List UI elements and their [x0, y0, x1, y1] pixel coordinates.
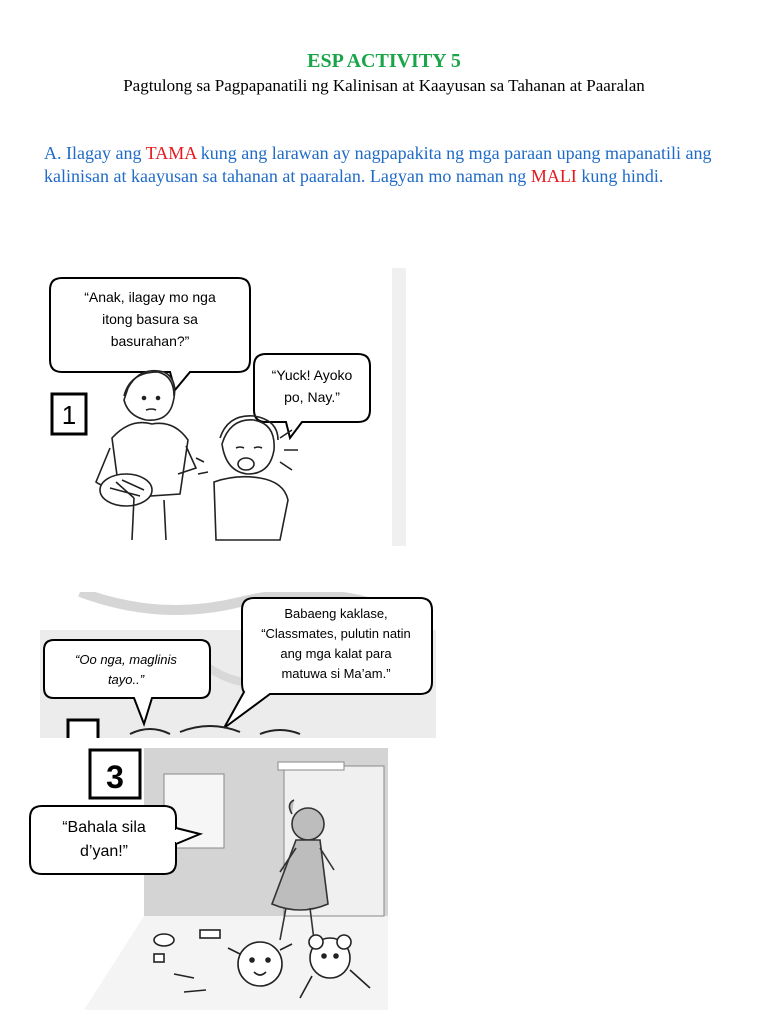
- instructions: [44, 142, 734, 188]
- bubble1-line3: basurahan?”: [110, 333, 190, 349]
- bubble1-line2: itong basura sa: [102, 311, 198, 327]
- svg-text:3: 3: [106, 759, 124, 795]
- panel-number-2: [68, 720, 98, 738]
- speech-bubble-girl: [30, 806, 200, 874]
- activity-title: ESP ACTIVITY 5: [307, 50, 461, 72]
- panel-number-1: [52, 394, 86, 434]
- panel-number-3: [90, 750, 140, 798]
- bubble3-line1: “Oo nga, maglinis: [75, 652, 177, 667]
- bubble4-line2: “Classmates, pulutin natin: [261, 626, 411, 641]
- bubble2-line2: po, Nay.”: [284, 389, 340, 405]
- comic-panel-1: [40, 268, 406, 546]
- bubble3-line2: tayo..”: [107, 672, 145, 687]
- instructions-part3: kung hindi.: [576, 166, 664, 186]
- tama-keyword: TAMA: [145, 143, 197, 163]
- bubble4-line3: ang mga kalat para: [280, 646, 392, 661]
- svg-text:1: 1: [61, 400, 77, 430]
- activity-subtitle: Pagtulong sa Pagpapanatili ng Kalinisan at Kaayusan sa Tahanan at Paaralan: [123, 76, 645, 95]
- bubble5-line2: d’yan!”: [79, 843, 129, 860]
- comic-panel-2: [40, 592, 436, 738]
- bubble1-line1: “Anak, ilagay mo nga: [84, 289, 216, 305]
- bubble2-line1: “Yuck! Ayoko: [271, 367, 353, 383]
- instructions-part1: A. Ilagay ang: [44, 143, 146, 163]
- bubble5-line1: “Bahala sila: [62, 819, 146, 836]
- bubble4-line1: Babaeng kaklase,: [284, 606, 388, 621]
- mali-keyword: MALI: [530, 166, 577, 186]
- bubble4-line4: matuwa si Ma’am.”: [281, 666, 391, 681]
- comic-panel-3: [24, 744, 388, 1010]
- instructions-part2: kung ang larawan ay nagpapakita ng mga paraan upang mapanatili ang kalinisan at kaayusan sa tahanan at paaralan. Lagyan mo naman ng: [44, 143, 712, 186]
